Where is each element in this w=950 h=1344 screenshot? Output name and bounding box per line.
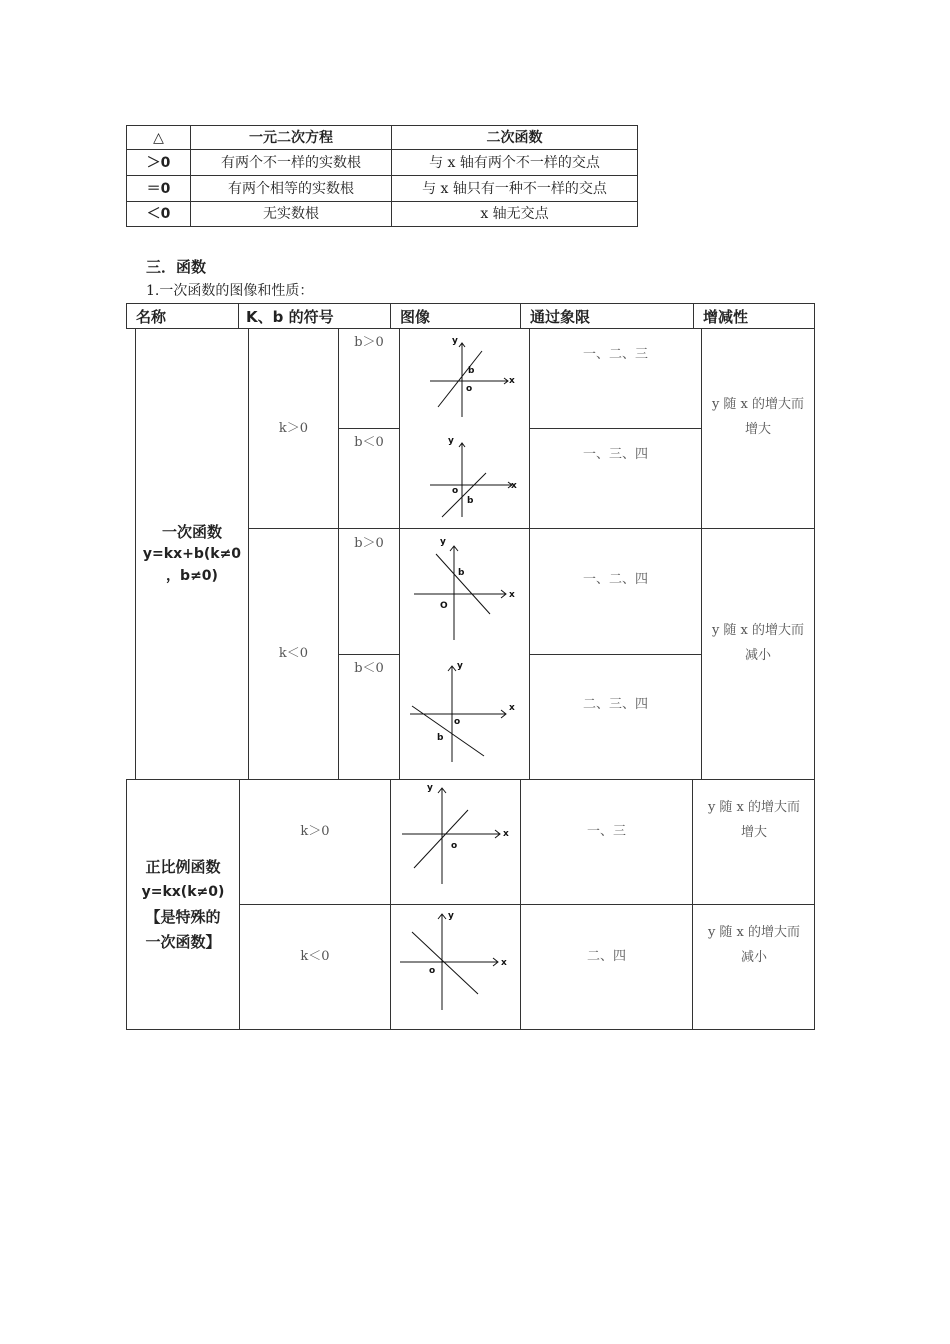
linear-quadrants-3: 一、二、四 xyxy=(582,572,648,587)
axis-label: O xyxy=(440,601,448,611)
header-equation: 一元二次方程 xyxy=(249,129,333,146)
axis-label: y xyxy=(452,336,458,346)
linear-b-pos-1: b＞0 xyxy=(354,335,384,350)
axis-label: b xyxy=(467,496,474,506)
proportional-name-line2: y=kx(k≠0) xyxy=(141,883,225,900)
axis-label: o xyxy=(451,841,458,851)
linear-b-pos-2: b＞0 xyxy=(354,536,384,551)
header-quadrants: 通过象限 xyxy=(530,308,591,326)
row-equation: 有两个不一样的实数根 xyxy=(221,154,361,171)
axis-label: x xyxy=(511,481,517,491)
linear-quadrants-1: 一、二、三 xyxy=(582,347,648,362)
graph-proportional-k-pos xyxy=(396,780,516,898)
graph-proportional-k-neg xyxy=(396,906,516,1024)
header-signs: K、b 的符号 xyxy=(246,308,334,326)
axis-label: y xyxy=(457,661,463,671)
linear-k-pos: k＞0 xyxy=(278,420,309,436)
linear-name-line2: y=kx+b(k≠0 xyxy=(142,546,242,562)
header-function: 二次函数 xyxy=(486,129,543,146)
row-function: x 轴无交点 xyxy=(480,206,549,222)
row-cond: ＞0 xyxy=(146,154,171,171)
linear-k-neg: k＜0 xyxy=(278,646,309,661)
row-equation: 无实数根 xyxy=(263,206,319,222)
axis-label: o xyxy=(466,384,473,394)
axis-label: x xyxy=(503,829,509,839)
linear-name-line1: 一次函数 xyxy=(161,523,222,541)
graph-k-pos-b-neg xyxy=(420,433,520,523)
linear-increasing: y 随 x 的增大而增大 xyxy=(711,397,805,437)
linear-name xyxy=(136,329,248,779)
header-image: 图像 xyxy=(400,308,431,326)
axis-label: x xyxy=(509,703,515,713)
axis-label: x xyxy=(501,958,507,968)
proportional-name-line3: 【是特殊的 xyxy=(145,907,221,926)
section-subheading: 1.一次函数的图像和性质： xyxy=(146,283,314,299)
row-cond: ＜0 xyxy=(146,206,171,222)
proportional-decreasing: y 随 x 的增大而减小 xyxy=(707,925,801,965)
proportional-name-line1: 正比例函数 xyxy=(145,857,221,876)
proportional-k-pos: k＞0 xyxy=(300,824,330,839)
axis-label: x xyxy=(509,590,515,600)
linear-name-line3: ，b≠0) xyxy=(166,568,218,584)
linear-decreasing: y 随 x 的增大而减小 xyxy=(711,623,805,663)
header-monotonic: 增减性 xyxy=(703,308,749,326)
proportional-quadrants-1: 一、三 xyxy=(586,824,626,839)
axis-label: o xyxy=(452,486,459,496)
axis-label: y xyxy=(448,911,454,921)
axis-label: y xyxy=(440,537,446,547)
linear-b-neg-1: b＜0 xyxy=(354,435,384,450)
axis-label: y xyxy=(427,783,433,793)
proportional-quadrants-2: 二、四 xyxy=(586,949,626,964)
linear-quadrants-2: 一、三、四 xyxy=(582,447,648,462)
linear-quadrants-4: 二、三、四 xyxy=(582,697,648,712)
axis-label: b xyxy=(458,568,465,578)
proportional-increasing: y 随 x 的增大而增大 xyxy=(707,800,801,840)
axis-label: o xyxy=(429,966,436,976)
graph-k-neg-b-neg xyxy=(404,658,522,770)
axis-label: x xyxy=(509,376,515,386)
row-function: 与 x 轴只有一种不一样的交点 xyxy=(422,180,607,197)
proportional-k-neg: k＜0 xyxy=(300,949,330,964)
graph-k-pos-b-pos xyxy=(420,333,520,423)
proportional-name-line4: 一次函数】 xyxy=(145,932,221,951)
row-equation: 有两个相等的实数根 xyxy=(228,180,354,197)
graph-k-neg-b-pos xyxy=(406,532,518,644)
linear-b-neg-2: b＜0 xyxy=(354,661,384,676)
row-function: 与 x 轴有两个不一样的交点 xyxy=(429,154,600,171)
axis-label: y xyxy=(448,436,454,446)
header-name: 名称 xyxy=(136,308,167,326)
header-delta: △ xyxy=(153,129,164,146)
proportional-name xyxy=(127,780,239,1029)
row-cond: ＝0 xyxy=(146,180,171,197)
axis-label: b xyxy=(437,733,444,743)
section-heading: 三．函数 xyxy=(146,258,207,276)
axis-label: b xyxy=(468,366,475,376)
axis-label: o xyxy=(454,717,461,727)
